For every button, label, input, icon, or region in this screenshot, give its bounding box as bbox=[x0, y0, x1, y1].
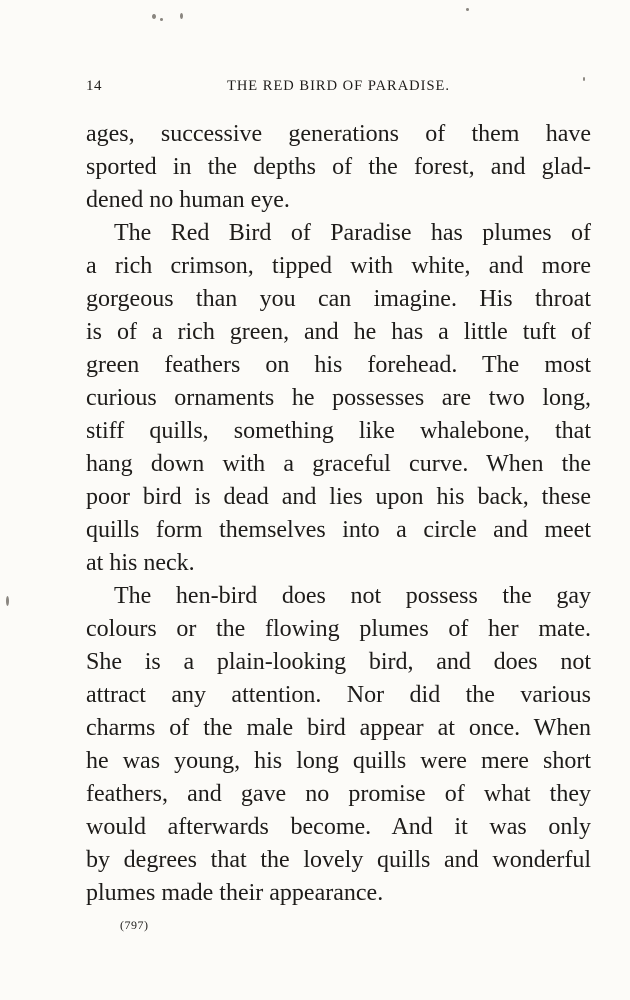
text-line: plumes made their appearance. bbox=[86, 880, 384, 906]
text-line: gorgeous than you can imagine. His throat bbox=[86, 286, 591, 312]
paragraph bbox=[86, 217, 591, 580]
text-line: poor bird is dead and lies upon his back, these bbox=[86, 484, 591, 510]
text-line: feathers, and gave no promise of what they bbox=[86, 781, 591, 807]
text-line: green feathers on his forehead. The most bbox=[86, 352, 591, 378]
text-line: The hen-bird does not possess the gay bbox=[114, 583, 591, 609]
text-line: a rich crimson, tipped with white, and more bbox=[86, 253, 591, 279]
running-title: THE RED BIRD OF PARADISE. bbox=[226, 78, 451, 94]
text-line: She is a plain-looking bird, and does not bbox=[86, 649, 591, 675]
text-line: stiff quills, something like whalebone, that bbox=[86, 418, 591, 444]
signature-mark: (797) bbox=[120, 918, 149, 932]
text-line: dened no human eye. bbox=[86, 187, 290, 213]
text-line: by degrees that the lovely quills and wonderful bbox=[86, 847, 591, 873]
body-text bbox=[86, 118, 591, 910]
text-line: hang down with a graceful curve. When the bbox=[86, 451, 591, 477]
ink-speck bbox=[180, 13, 183, 19]
text-line: ages, successive generations of them have bbox=[86, 121, 591, 147]
page-header bbox=[86, 78, 591, 100]
text-line: sported in the depths of the forest, and glad- bbox=[86, 154, 591, 180]
text-line: at his neck. bbox=[86, 550, 195, 576]
text-line: would afterwards become. And it was only bbox=[86, 814, 591, 840]
text-line: The Red Bird of Paradise has plumes of bbox=[114, 220, 591, 246]
ink-speck bbox=[160, 18, 163, 21]
text-line: is of a rich green, and he has a little tuft of bbox=[86, 319, 591, 345]
ink-speck bbox=[466, 8, 469, 11]
text-line: colours or the flowing plumes of her mate. bbox=[86, 616, 591, 642]
paragraph bbox=[86, 118, 591, 217]
paragraph bbox=[86, 580, 591, 910]
text-line: charms of the male bird appear at once. When bbox=[86, 715, 591, 741]
ink-speck bbox=[6, 596, 9, 606]
text-line: curious ornaments he possesses are two long, bbox=[86, 385, 591, 411]
text-line: he was young, his long quills were mere short bbox=[86, 748, 591, 774]
page-number: 14 bbox=[86, 78, 102, 94]
text-line: quills form themselves into a circle and meet bbox=[86, 517, 591, 543]
text-line: attract any attention. Nor did the various bbox=[86, 682, 591, 708]
ink-speck bbox=[152, 14, 156, 19]
